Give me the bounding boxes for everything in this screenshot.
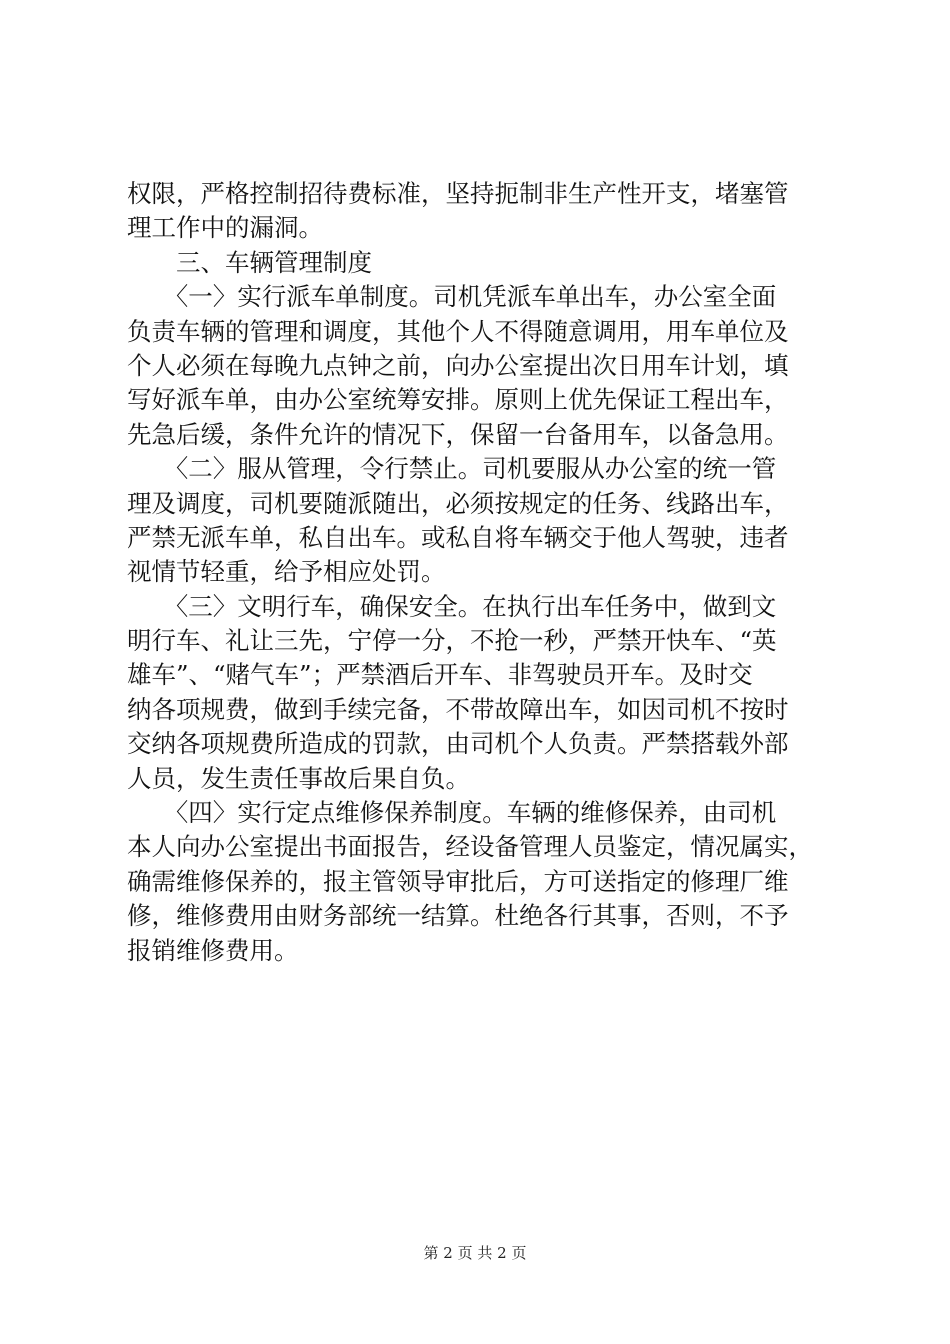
text-line: 写好派车单，由办公室统筹安排。原则上优先保证工程出车， xyxy=(127,385,789,415)
text-line: 严禁无派车单，私自出车。或私自将车辆交于他人驾驶，违者 xyxy=(127,522,789,552)
text-line: 修，维修费用由财务部统一结算。杜绝各行其事，否则，不予 xyxy=(127,901,789,931)
text-line: 报销维修费用。 xyxy=(127,935,299,965)
text-line: 纳各项规费，做到手续完备，不带故障出车，如因司机不按时 xyxy=(127,694,789,724)
section-heading: 三、车辆管理制度 xyxy=(127,247,372,277)
text-line: 〈三〉文明行车，确保安全。在执行出车任务中，做到文 xyxy=(127,591,777,621)
text-line: 理及调度，司机要随派随出，必须按规定的任务、线路出车， xyxy=(127,488,789,518)
text-line: 个人必须在每晚九点钟之前，向办公室提出次日用车计划，填 xyxy=(127,350,789,380)
text-line: 权限，严格控制招待费标准，坚持扼制非生产性开支，堵塞管 xyxy=(127,179,789,208)
text-line: 确需维修保养的，报主管领导审批后，方可送指定的修理厂维 xyxy=(127,866,789,896)
text-line: 〈二〉服从管理，令行禁止。司机要服从办公室的统一管 xyxy=(127,454,777,484)
text-line: 〈一〉实行派车单制度。司机凭派车单出车，办公室全面 xyxy=(127,282,777,312)
text-line: 雄车”、“赌气车”；严禁酒后开车、非驾驶员开车。及时交 xyxy=(127,660,753,690)
text-line: 人员，发生责任事故后果自负。 xyxy=(127,763,470,793)
text-line: 本人向办公室提出书面报告，经设备管理人员鉴定，情况属实， xyxy=(127,832,813,862)
document-body xyxy=(127,177,827,968)
text-line: 〈四〉实行定点维修保养制度。车辆的维修保养，由司机 xyxy=(127,798,777,828)
page-number-footer: 第 2 页 共 2 页 xyxy=(423,1244,527,1262)
text-line: 明行车、礼让三先，宁停一分，不抢一秒，严禁开快车、“英 xyxy=(127,626,777,656)
text-line: 先急后缓，条件允许的情况下，保留一台备用车，以备急用。 xyxy=(127,419,789,449)
text-line: 交纳各项规费所造成的罚款，由司机个人负责。严禁搭载外部 xyxy=(127,729,789,759)
text-line: 理工作中的漏洞。 xyxy=(127,213,323,243)
text-line: 视情节轻重，给予相应处罚。 xyxy=(127,557,446,587)
text-line: 负责车辆的管理和调度，其他个人不得随意调用，用车单位及 xyxy=(127,316,789,346)
